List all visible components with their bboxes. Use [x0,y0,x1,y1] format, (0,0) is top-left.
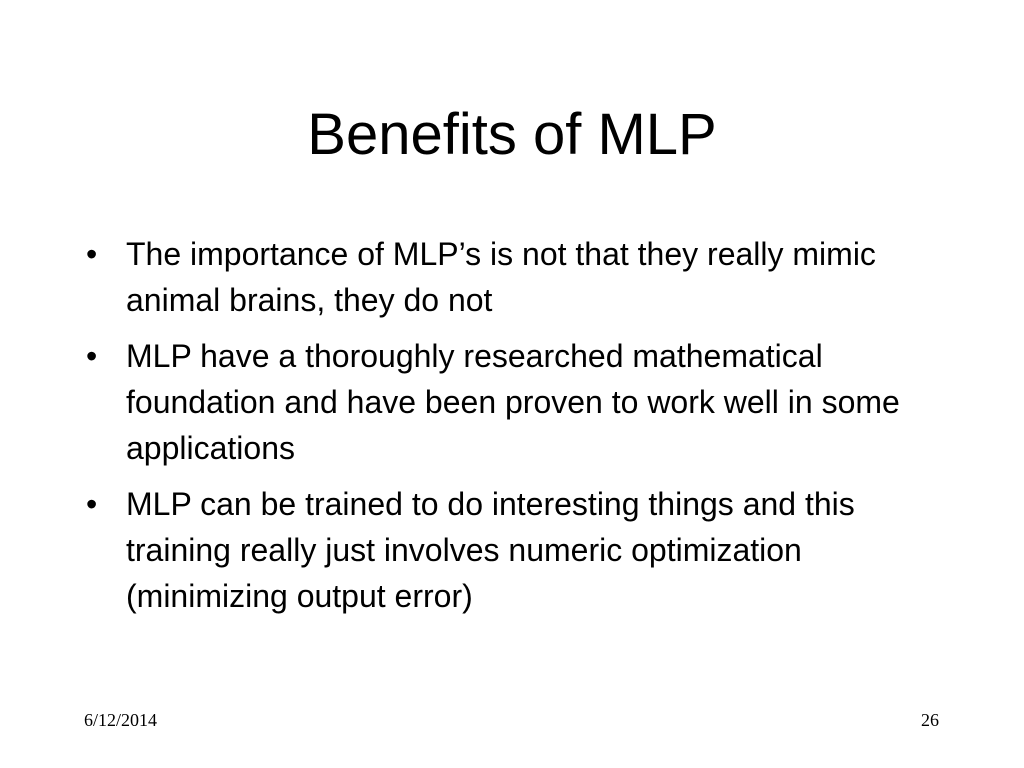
bullet-marker: • [86,486,98,522]
bullet-item [86,333,926,471]
bullet-marker: • [86,338,98,374]
footer-page-number: 26 [921,710,939,730]
footer-date: 6/12/2014 [84,710,158,730]
bullet-list [86,231,926,629]
slide-title: Benefits of MLP [307,102,717,167]
bullet-item [86,481,926,619]
bullet-text: The importance of MLP’s is not that they really mimic animal brains, they do not [126,236,876,318]
bullet-text: MLP have a thoroughly researched mathematical foundation and have been proven to work well in some applications [126,338,900,466]
bullet-marker: • [86,236,98,272]
bullet-item [86,231,926,323]
bullet-text: MLP can be trained to do interesting things and this training really just involves numeric optimization (minimizing output error) [126,486,855,614]
